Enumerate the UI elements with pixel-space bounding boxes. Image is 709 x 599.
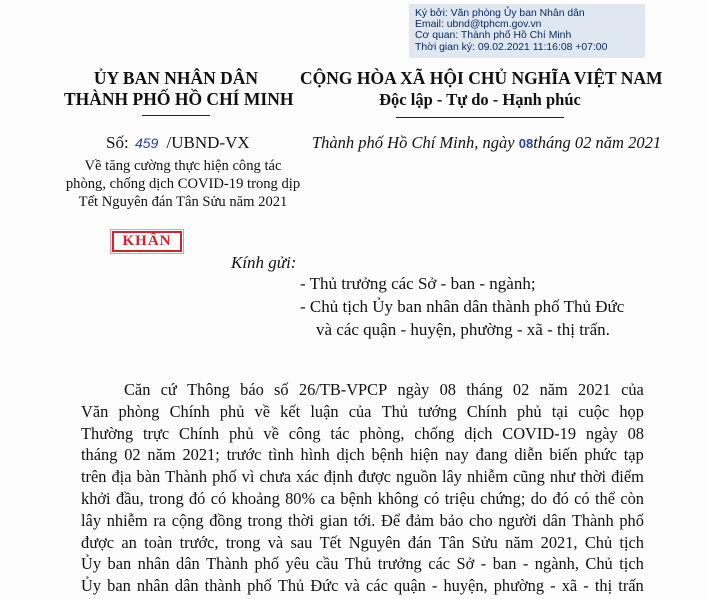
body-word: Tân	[438, 532, 465, 552]
body-word: quận	[393, 576, 426, 596]
body-line	[81, 466, 644, 488]
body-word: đang	[475, 445, 508, 465]
body-word: đán	[407, 532, 432, 552]
body-word: khởi	[81, 488, 111, 508]
body-line	[81, 379, 644, 401]
body-word: cứ	[160, 380, 177, 399]
body-line	[81, 510, 644, 532]
body-word: ngành,	[534, 554, 579, 574]
body-word: triệu	[444, 488, 475, 508]
body-word: Văn	[81, 401, 109, 421]
body-word: năm	[539, 380, 568, 399]
body-word: dân	[176, 554, 200, 574]
body-word: phố	[247, 576, 272, 596]
body-word: chống	[414, 423, 455, 443]
body-word: tịch	[619, 554, 644, 574]
body-word: Thành	[206, 554, 249, 574]
body-line	[81, 401, 644, 423]
body-word: đầu,	[115, 488, 144, 508]
body-word: phủ	[228, 423, 254, 443]
body-word: an	[121, 532, 137, 552]
body-word: trước	[226, 445, 262, 465]
motto-underline	[396, 117, 564, 118]
body-word: tình	[268, 445, 294, 465]
body-word: nhân	[136, 576, 169, 596]
body-word: được	[357, 467, 391, 487]
body-word: đó	[188, 488, 206, 508]
body-word: gian	[319, 510, 348, 530]
doc-number-suffix: /UBND-VX	[166, 133, 250, 152]
body-word: các	[366, 576, 388, 596]
body-word: Chính	[466, 401, 507, 421]
body-line	[81, 444, 644, 466]
body-word: cho	[469, 510, 493, 530]
body-word: kết	[280, 401, 301, 421]
body-word: Thành	[165, 467, 208, 487]
body-word: 02	[124, 445, 141, 465]
body-word: Chính	[169, 401, 210, 421]
body-word: chưa	[259, 467, 292, 487]
signature-agency: Cơ quan: Thành phố Hồ Chí Minh	[415, 30, 572, 42]
body-word: về	[263, 423, 279, 443]
document-subject	[60, 157, 306, 211]
body-word: Sở	[456, 554, 475, 574]
body-word: của	[621, 380, 644, 399]
body-word: -	[550, 576, 556, 596]
body-word: 08	[627, 423, 644, 443]
body-word: bệnh	[371, 445, 404, 465]
body-word: toàn	[144, 532, 173, 552]
body-word: dịch	[336, 445, 365, 465]
body-word: phường	[493, 576, 545, 596]
body-word: trước,	[179, 532, 219, 552]
body-word: phức	[584, 445, 617, 465]
subject-line: Tết Nguyên đán Tân Sửu năm 2021	[78, 194, 288, 210]
nation-name: CỘNG HÒA XÃ HỘI CHỦ NGHĨA VIỆT NAM	[300, 68, 663, 88]
body-word: do	[530, 488, 548, 508]
body-word: còn	[620, 488, 644, 508]
body-word: 2021;	[182, 445, 220, 465]
body-word: khoảng	[231, 488, 280, 508]
body-word: được	[81, 532, 115, 552]
body-word: lây	[81, 510, 102, 530]
body-word: trưởng	[377, 554, 422, 574]
body-word: Chính	[179, 423, 220, 443]
body-word: trong	[247, 510, 283, 530]
recipients-label: Kính gửi:	[231, 253, 297, 272]
body-word: nay	[445, 445, 469, 465]
body-word: hình	[300, 445, 330, 465]
body-line	[81, 488, 644, 510]
body-word: xác	[296, 467, 319, 487]
org-underline	[142, 115, 210, 116]
body-word: Ủy	[81, 554, 102, 574]
body-word: luận	[310, 401, 339, 421]
national-title	[300, 68, 663, 110]
body-word: bệnh	[340, 488, 373, 508]
body-word: tới.	[353, 510, 376, 530]
body-word: người	[498, 510, 537, 530]
body-word: 2021,	[540, 532, 578, 552]
body-word: -	[583, 576, 589, 596]
body-word: nhiễm	[466, 467, 508, 487]
body-word: trấn	[618, 576, 644, 596]
body-word: Thủ	[277, 576, 305, 596]
body-word: Thành	[571, 510, 614, 530]
body-word: báo	[240, 380, 264, 399]
date-day: 08	[518, 136, 534, 151]
body-word: họp	[619, 401, 644, 421]
body-word: biến	[549, 445, 578, 465]
org-line-1: ỦY BAN NHÂN DÂN	[93, 68, 259, 88]
body-word: có	[423, 488, 440, 508]
body-word: trực	[143, 423, 170, 443]
body-line	[81, 532, 644, 554]
body-word: bàn	[136, 467, 161, 487]
body-word: COVID-19	[502, 423, 577, 443]
recipient-item: và các quận - huyện, phường - xã - thị trấn.	[316, 320, 610, 339]
document-body	[81, 379, 644, 597]
subject-line: phòng, chống dịch COVID-19 trong dịp	[65, 176, 301, 192]
body-line	[81, 553, 644, 575]
body-word: Ủy	[81, 576, 102, 596]
body-word: Thông	[187, 380, 230, 399]
body-word: phòng,	[359, 423, 405, 443]
recipient-item: - Thủ trưởng các Sở - ban - ngành;	[300, 274, 536, 293]
body-word: các	[428, 554, 451, 574]
body-word: cuộc	[578, 401, 610, 421]
body-word: ban	[107, 554, 132, 574]
body-word: trên	[81, 467, 107, 487]
body-word: ban	[492, 554, 517, 574]
body-word: và	[267, 532, 284, 552]
body-word: ban	[107, 576, 131, 596]
body-word: yêu	[285, 554, 310, 574]
body-word: đó	[552, 488, 569, 508]
body-word: không	[377, 488, 419, 508]
body-word: tác	[330, 423, 350, 443]
body-word: thời	[287, 510, 314, 530]
body-word: Tết	[319, 532, 342, 552]
body-word: dân	[174, 576, 199, 596]
body-word: định	[323, 467, 353, 487]
body-word: Thường	[81, 423, 134, 443]
body-word: Nguyên	[348, 532, 401, 552]
recipient-item: - Chủ tịch Ủy ban nhân dân thành phố Thủ Đức	[300, 297, 625, 316]
body-word: ra	[153, 510, 167, 530]
national-motto: Độc lập - Tự do - Hạnh phúc	[379, 90, 581, 109]
body-word: tháng	[466, 380, 503, 399]
body-word: điểm	[611, 467, 644, 487]
body-word: 80%	[285, 488, 316, 508]
body-word: thể	[594, 488, 615, 508]
body-word: chứng;	[480, 488, 526, 508]
body-word: 08	[439, 380, 456, 399]
doc-number-prefix: Số:	[106, 133, 129, 152]
body-word: -	[431, 576, 438, 596]
body-word: tại	[551, 401, 569, 421]
body-word: nguồn	[395, 467, 437, 487]
body-word: Chủ	[585, 554, 613, 574]
body-word: huyện,	[443, 576, 488, 596]
body-word: hiện	[410, 445, 439, 465]
body-word: nhiễm	[106, 510, 148, 530]
body-word: -	[480, 554, 487, 574]
body-word: địa	[111, 467, 132, 487]
document-number	[106, 133, 250, 153]
body-word: cộng	[171, 510, 204, 530]
body-word: phố	[212, 467, 237, 487]
body-line	[81, 423, 644, 445]
body-word: Căn	[124, 380, 151, 399]
body-word: dân	[542, 510, 567, 530]
body-word: như	[549, 467, 576, 487]
body-word: thị	[594, 576, 613, 596]
body-word: ngày	[585, 423, 618, 443]
body-word: dịch	[464, 423, 493, 443]
body-word: số	[274, 380, 289, 399]
body-word: năm	[147, 445, 176, 465]
body-word: bảo	[439, 510, 464, 530]
body-word: tịch	[619, 532, 644, 552]
body-word: diễn	[514, 445, 543, 465]
digital-signature-box	[409, 4, 645, 58]
body-word: nhân	[137, 554, 170, 574]
body-word: Chủ	[584, 532, 613, 552]
doc-number-value: 459	[134, 135, 159, 151]
body-word: có	[210, 488, 227, 508]
body-word: trong	[225, 532, 261, 552]
body-word: và	[344, 576, 360, 596]
body-word: có	[574, 488, 590, 508]
body-word: cầu	[315, 554, 339, 574]
body-word: phố	[619, 510, 644, 530]
body-word: ca	[320, 488, 336, 508]
body-word: Sửu	[471, 532, 498, 552]
body-word: của	[348, 401, 372, 421]
body-word: năm	[505, 532, 534, 552]
body-word: thời	[580, 467, 607, 487]
signature-time: Thời gian ký: 09.02.2021 11:16:08 +07:00	[415, 41, 608, 53]
subject-line: Về tăng cường thực hiện công tác	[84, 158, 282, 174]
body-word: xã	[561, 576, 578, 596]
body-word: Thủ	[381, 401, 408, 421]
body-word: công	[288, 423, 321, 443]
body-word: vì	[241, 467, 255, 487]
place-date-after: tháng 02 năm 2021	[533, 133, 662, 152]
body-word: 02	[512, 380, 530, 399]
body-word: đảm	[405, 510, 435, 530]
body-word: 2021	[578, 380, 611, 399]
body-word: cũng	[512, 467, 545, 487]
body-word: tháng	[81, 445, 118, 465]
org-line-2: THÀNH PHỐ HỒ CHÍ MINH	[64, 89, 294, 109]
issuing-organization	[64, 68, 294, 110]
body-word: phủ	[517, 401, 542, 421]
signature-signed-by: Ký bởi: Văn phòng Ủy ban Nhân dân	[415, 8, 585, 19]
body-word: phố	[254, 554, 280, 574]
body-word: ngày	[397, 380, 430, 399]
body-word: trong	[149, 488, 184, 508]
body-word: phòng	[118, 401, 160, 421]
body-word: Thủ	[344, 554, 372, 574]
body-word: phủ	[219, 401, 245, 421]
body-word: về	[254, 401, 271, 421]
body-word: tạp	[623, 445, 644, 465]
place-and-date	[312, 133, 661, 153]
urgent-stamp: KHẨN	[112, 231, 182, 252]
body-word: đồng	[209, 510, 243, 530]
body-line	[81, 575, 644, 597]
signature-email: Email: ubnd@tphcm.gov.vn	[415, 19, 542, 31]
body-word: -	[522, 554, 529, 574]
body-word: sau	[290, 532, 313, 552]
body-word: Đức	[310, 576, 339, 596]
body-word: thành	[204, 576, 242, 596]
body-word: tướng	[418, 401, 457, 421]
body-word: Để	[381, 510, 401, 530]
body-word: lây	[441, 467, 462, 487]
body-word: 26/TB-VPCP	[298, 380, 388, 399]
place-date-before: Thành phố Hồ Chí Minh, ngày	[312, 133, 515, 152]
